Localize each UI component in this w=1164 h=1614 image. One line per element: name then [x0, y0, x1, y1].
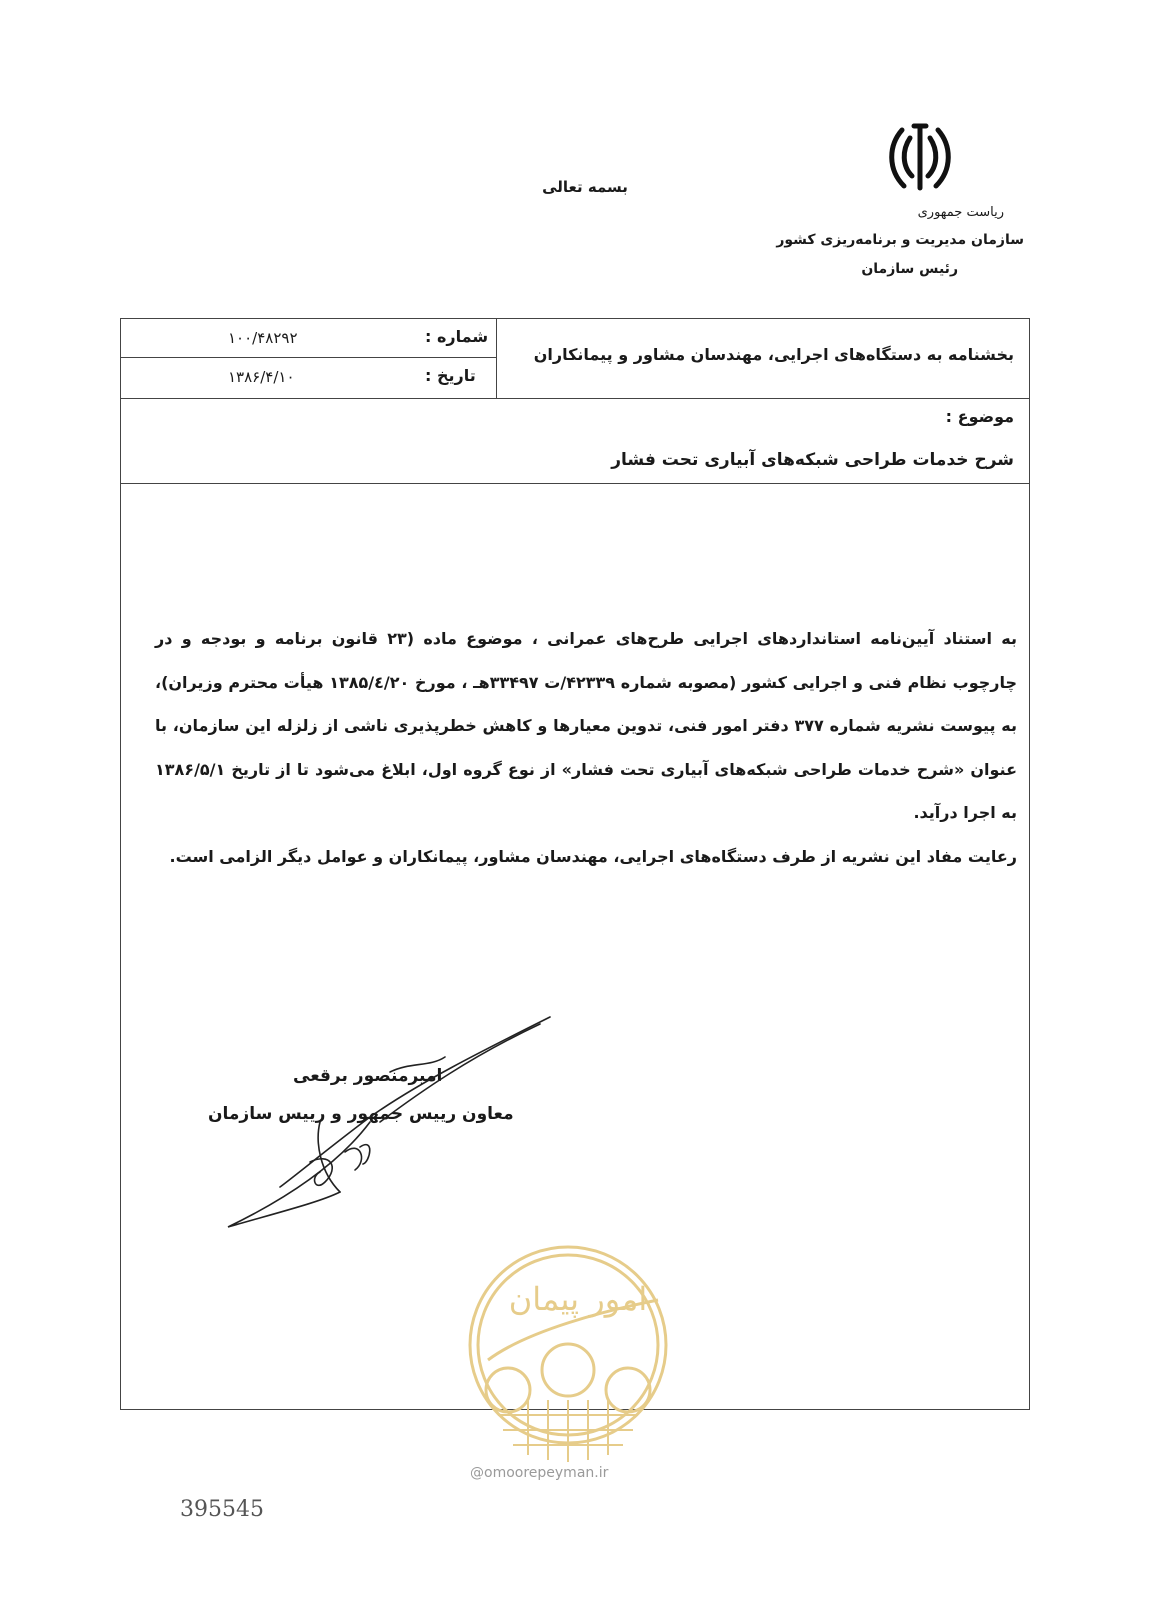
org-line-presidency: ریاست جمهوری [917, 205, 1004, 220]
body-paragraph-1-end: » از نوع گروه اول، ابلاغ می‌شود تا از تاریخ ۱۳۸۶/۵/۱ به اجرا درآید. [155, 759, 1017, 822]
signatory-name: امیرمنصور برقعی [293, 1066, 443, 1086]
date-label: تاریخ : [425, 366, 476, 385]
body-paragraph-1-emphasis: شرح خدمات طراحی شبکه‌های آبیاری تحت فشار [572, 759, 954, 779]
body-paragraph-1 [155, 617, 1017, 835]
meta-bottom-divider [120, 398, 1030, 399]
subject-text: شرح خدمات طراحی شبکه‌های آبیاری تحت فشار [611, 450, 1014, 470]
subject-label: موضوع : [945, 407, 1014, 426]
body-paragraph-1-start: به استناد آیین‌نامه استانداردهای اجرایی طرح‌های عمرانی ، موضوع ماده (۲۳ قانون برنامه و بودجه و در چارچوب نظام فنی و اجرایی کشور (مصوبه شماره ۴۲۳۳۹/ت ۳۳۴۹۷هـ ، مورخ ۱۳۸۵/٤/۲۰ هیأت محترم وزیران)، به پیوست نشریه شماره ۳۷۷ دفتر امور فنی، تدوین معیارها و کاهش خطرپذیری ناشی از زلزله این سازمان، با عنوان « [155, 629, 1018, 779]
stamp-logo-text: امور پیمان [508, 1280, 648, 1318]
signatory-title: معاون رییس جمهور و رییس سازمان [208, 1104, 514, 1124]
date-value: ۱۳۸۶/۴/۱۰ [228, 368, 295, 386]
subject-bottom-divider [120, 483, 1030, 484]
number-value: ۱۰۰/۴۸۲۹۲ [228, 329, 298, 347]
org-line-head: رئیس سازمان [861, 261, 958, 277]
org-line-organization: سازمان مدیریت و برنامه‌ریزی کشور [776, 232, 1024, 248]
recipient-text: بخشنامه به دستگاه‌های اجرایی، مهندسان مشاور و پیمانکاران [533, 345, 1014, 364]
iran-emblem-icon [880, 118, 960, 198]
meta-row-divider [120, 357, 496, 358]
number-label: شماره : [425, 327, 489, 346]
bismillah-heading: بسمه تعالی [542, 178, 628, 196]
omoorepeyman-stamp-logo [458, 1240, 678, 1470]
body-paragraph-2: رعایت مفاد این نشریه از طرف دستگاه‌های اجرایی، مهندسان مشاور، پیمانکاران و عوامل دیگر الزامی است. [169, 846, 1017, 866]
handwritten-signature [220, 1012, 560, 1232]
meta-column-divider [496, 318, 497, 398]
document-number: 395545 [180, 1497, 264, 1522]
letter-body [155, 617, 1017, 878]
website-watermark: @omoorepeyman.ir [470, 1465, 609, 1481]
